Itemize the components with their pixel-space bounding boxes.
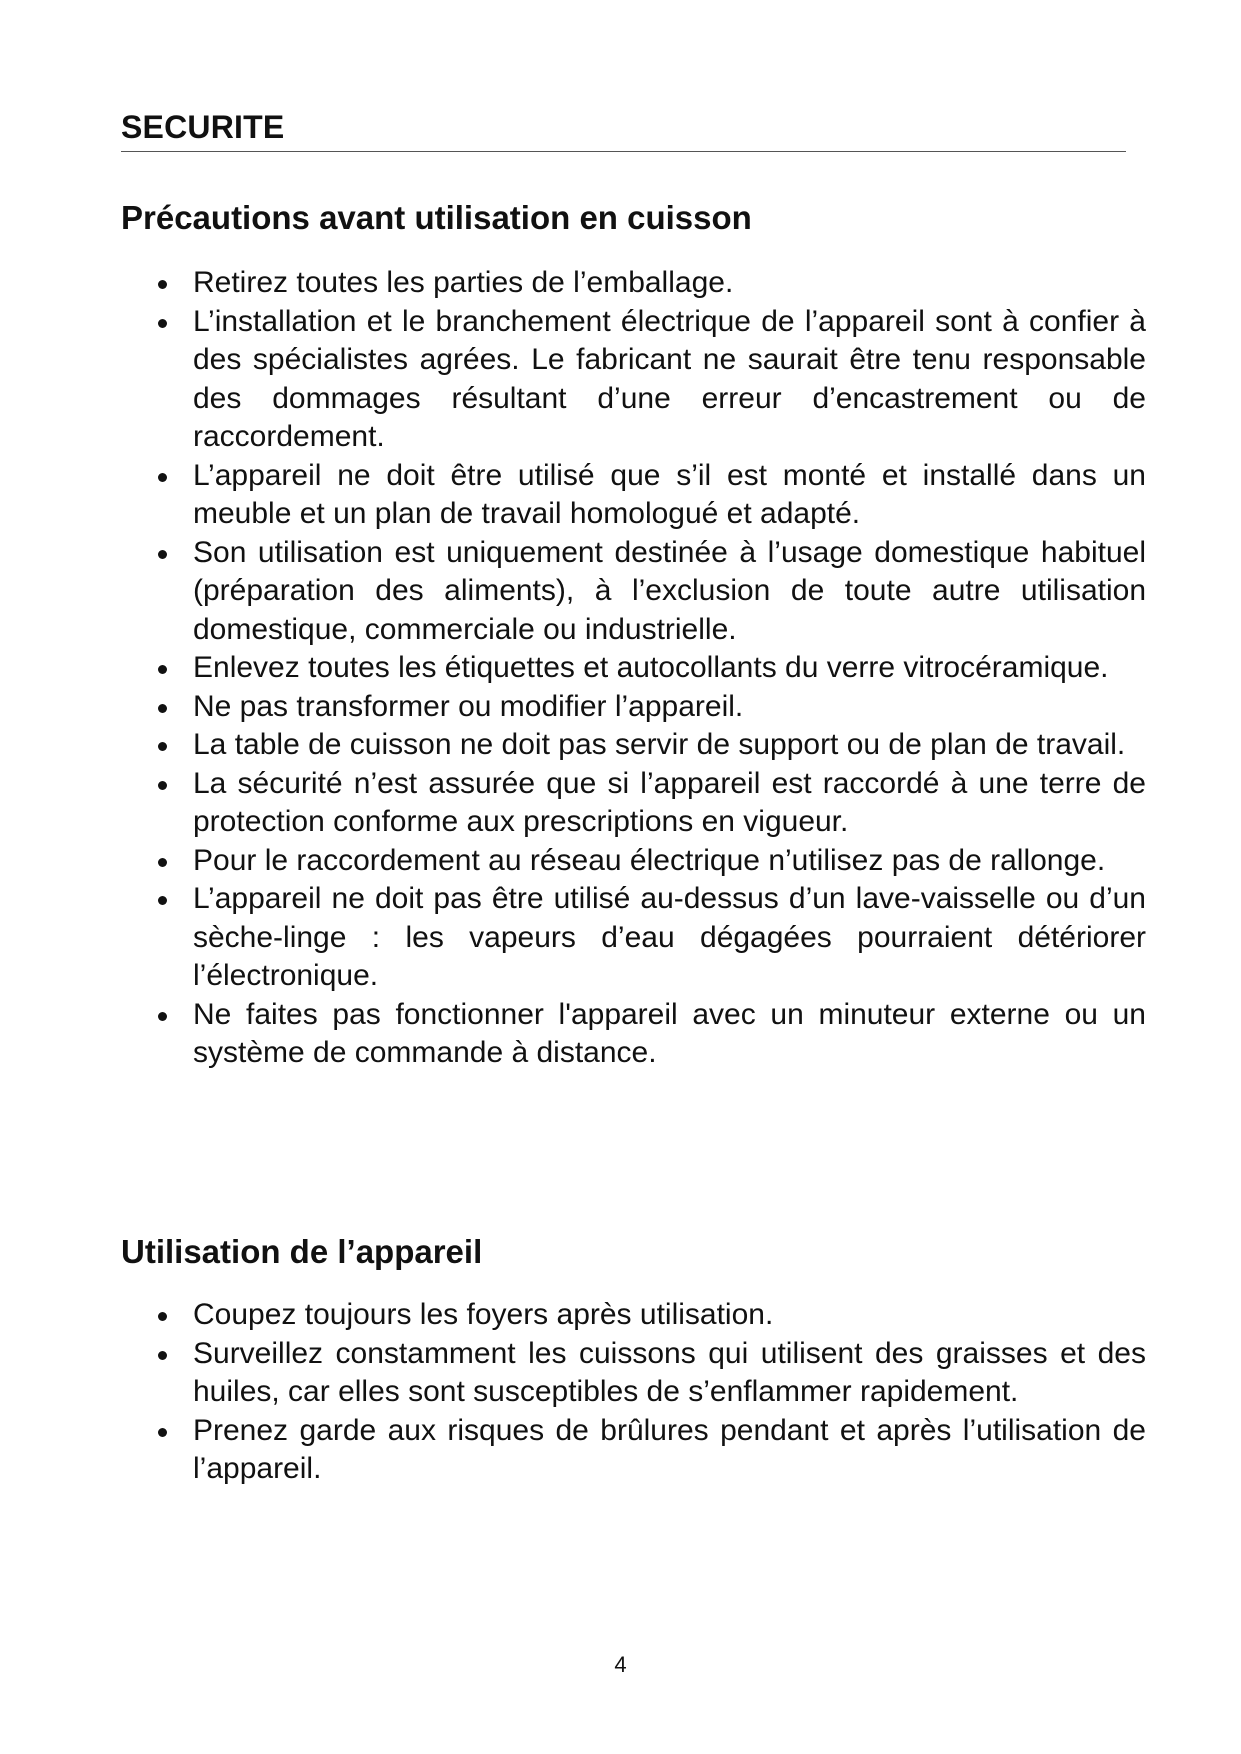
bullet-icon: [158, 550, 167, 559]
bullet-icon: [158, 742, 167, 751]
section-title-precautions: Précautions avant utilisation en cuisson: [121, 199, 752, 236]
bullet-icon: [158, 1428, 167, 1437]
utilisation-list: [156, 1296, 1146, 1489]
bullet-icon: [158, 1312, 167, 1321]
list-item: Pour le raccordement au réseau électrique n’utilisez pas de rallonge.: [156, 842, 1146, 881]
list-item: L’appareil ne doit être utilisé que s’il est monté et installé dans un meuble et un plan de travail homologué et adapté.: [156, 457, 1146, 534]
section-title-utilisation: Utilisation de l’appareil: [121, 1233, 483, 1270]
precautions-list: [156, 264, 1146, 1073]
bullet-icon: [158, 1012, 167, 1021]
list-item: Retirez toutes les parties de l’emballage.: [156, 264, 1146, 303]
list-item: L’appareil ne doit pas être utilisé au-dessus d’un lave-vaisselle ou d’un sèche-linge : les vapeurs d’eau dégagées pourraient détériorer l’électronique.: [156, 880, 1146, 996]
list-item: Son utilisation est uniquement destinée à l’usage domestique habituel (préparation des aliments), à l’exclusion de toute autre utilisation domestique, commerciale ou industrielle.: [156, 534, 1146, 650]
list-item: Coupez toujours les foyers après utilisation.: [156, 1296, 1146, 1335]
list-item: Ne faites pas fonctionner l'appareil avec un minuteur externe ou un système de commande à distance.: [156, 996, 1146, 1073]
bullet-icon: [158, 781, 167, 790]
list-item: Prenez garde aux risques de brûlures pendant et après l’utilisation de l’appareil.: [156, 1412, 1146, 1489]
list-item: La sécurité n’est assurée que si l’appareil est raccordé à une terre de protection conforme aux prescriptions en vigueur.: [156, 765, 1146, 842]
list-item: Enlevez toutes les étiquettes et autocollants du verre vitrocéramique.: [156, 649, 1146, 688]
list-item: Surveillez constamment les cuissons qui utilisent des graisses et des huiles, car elles sont susceptibles de s’enflammer rapidement.: [156, 1335, 1146, 1412]
page-number: 4: [614, 1652, 627, 1677]
bullet-icon: [158, 1351, 167, 1360]
list-item: Ne pas transformer ou modifier l’appareil.: [156, 688, 1146, 727]
bullet-icon: [158, 665, 167, 674]
bullet-icon: [158, 280, 167, 289]
list-item: La table de cuisson ne doit pas servir de support ou de plan de travail.: [156, 726, 1146, 765]
bullet-icon: [158, 473, 167, 482]
bullet-icon: [158, 319, 167, 328]
bullet-icon: [158, 896, 167, 905]
bullet-icon: [158, 858, 167, 867]
bullet-icon: [158, 704, 167, 713]
page-header: [121, 108, 1126, 152]
page-title: SECURITE: [121, 109, 285, 145]
list-item: L’installation et le branchement électrique de l’appareil sont à confier à des spécialistes agrées. Le fabricant ne saurait être tenu responsable des dommages résultant d’une erreur d’encastrement ou de raccordement.: [156, 303, 1146, 457]
